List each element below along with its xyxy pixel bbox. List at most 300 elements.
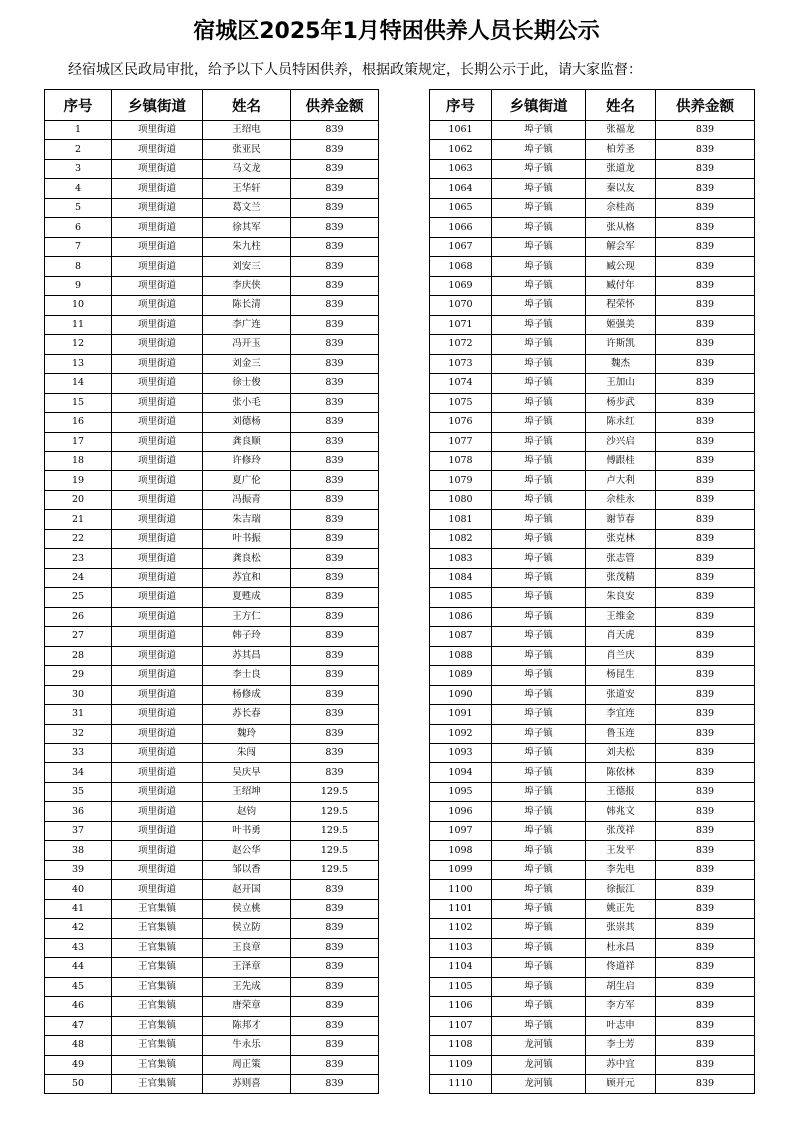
cell-township: 埠子镇 (492, 218, 586, 237)
cell-amount: 839 (656, 724, 755, 743)
cell-township: 项里街道 (112, 588, 203, 607)
table-row (45, 549, 379, 568)
table-row (45, 919, 379, 938)
cell-amount: 839 (656, 821, 755, 840)
cell-serial: 19 (45, 471, 112, 490)
cell-amount: 129.5 (291, 860, 379, 879)
cell-name: 李先电 (586, 860, 656, 879)
table-row (430, 938, 755, 957)
cell-serial: 1075 (430, 393, 492, 412)
cell-amount: 839 (291, 374, 379, 393)
cell-name: 朱吉瑞 (203, 510, 291, 529)
cell-name: 魏杰 (586, 354, 656, 373)
cell-name: 顾开元 (586, 1074, 656, 1093)
cell-serial: 43 (45, 938, 112, 957)
cell-name: 牛永乐 (203, 1036, 291, 1055)
cell-name: 张崇其 (586, 919, 656, 938)
cell-township: 埠子镇 (492, 568, 586, 587)
cell-serial: 15 (45, 393, 112, 412)
cell-name: 张志管 (586, 549, 656, 568)
cell-name: 李广连 (203, 315, 291, 334)
cell-name: 沙兴启 (586, 432, 656, 451)
cell-township: 项里街道 (112, 335, 203, 354)
cell-township: 王官集镇 (112, 1074, 203, 1093)
cell-amount: 839 (291, 257, 379, 276)
cell-serial: 1087 (430, 627, 492, 646)
table-row (430, 685, 755, 704)
cell-serial: 1068 (430, 257, 492, 276)
cell-serial: 27 (45, 627, 112, 646)
cell-serial: 1096 (430, 802, 492, 821)
cell-amount: 839 (656, 413, 755, 432)
table-row (45, 997, 379, 1016)
cell-township: 王官集镇 (112, 1016, 203, 1035)
cell-township: 王官集镇 (112, 977, 203, 996)
cell-township: 埠子镇 (492, 1016, 586, 1035)
cell-name: 张道龙 (586, 159, 656, 178)
left-table-body (45, 121, 379, 1094)
cell-township: 埠子镇 (492, 510, 586, 529)
table-row (430, 958, 755, 977)
cell-name: 解会军 (586, 237, 656, 256)
cell-serial: 1061 (430, 121, 492, 140)
table-row (430, 899, 755, 918)
cell-name: 张茂精 (586, 568, 656, 587)
cell-township: 埠子镇 (492, 354, 586, 373)
cell-amount: 839 (291, 938, 379, 957)
cell-serial: 10 (45, 296, 112, 315)
cell-serial: 1106 (430, 997, 492, 1016)
table-row (45, 529, 379, 548)
cell-amount: 839 (291, 490, 379, 509)
cell-amount: 839 (291, 666, 379, 685)
cell-amount: 839 (291, 276, 379, 295)
table-row (430, 705, 755, 724)
cell-serial: 37 (45, 821, 112, 840)
cell-serial: 46 (45, 997, 112, 1016)
header-serial: 序号 (45, 90, 112, 121)
cell-serial: 1079 (430, 471, 492, 490)
cell-serial: 6 (45, 218, 112, 237)
cell-serial: 34 (45, 763, 112, 782)
table-row (430, 451, 755, 470)
left-table (44, 89, 379, 1094)
document-title: 宿城区2025年1月特困供养人员长期公示 (193, 19, 600, 44)
cell-serial: 1067 (430, 237, 492, 256)
cell-serial: 1108 (430, 1036, 492, 1055)
cell-serial: 1100 (430, 880, 492, 899)
cell-amount: 839 (656, 315, 755, 334)
cell-amount: 839 (656, 627, 755, 646)
cell-serial: 1074 (430, 374, 492, 393)
table-row (430, 919, 755, 938)
cell-serial: 47 (45, 1016, 112, 1035)
cell-amount: 839 (656, 997, 755, 1016)
cell-township: 王官集镇 (112, 1036, 203, 1055)
cell-amount: 839 (656, 257, 755, 276)
cell-serial: 1072 (430, 335, 492, 354)
cell-township: 项里街道 (112, 821, 203, 840)
cell-township: 项里街道 (112, 860, 203, 879)
cell-amount: 839 (291, 315, 379, 334)
cell-name: 张小毛 (203, 393, 291, 412)
cell-township: 埠子镇 (492, 198, 586, 217)
cell-name: 朱良安 (586, 588, 656, 607)
cell-amount: 839 (656, 354, 755, 373)
cell-serial: 26 (45, 607, 112, 626)
cell-serial: 5 (45, 198, 112, 217)
cell-township: 王官集镇 (112, 997, 203, 1016)
cell-amount: 839 (291, 724, 379, 743)
cell-name: 杨昆生 (586, 666, 656, 685)
cell-serial: 21 (45, 510, 112, 529)
cell-serial: 1102 (430, 919, 492, 938)
table-row (430, 432, 755, 451)
cell-name: 王德报 (586, 782, 656, 801)
cell-amount: 839 (291, 744, 379, 763)
cell-serial: 1109 (430, 1055, 492, 1074)
table-row (45, 315, 379, 334)
table-row (45, 451, 379, 470)
cell-township: 埠子镇 (492, 374, 586, 393)
table-row (45, 607, 379, 626)
table-row (430, 510, 755, 529)
table-row (45, 763, 379, 782)
cell-township: 埠子镇 (492, 471, 586, 490)
cell-amount: 839 (291, 1074, 379, 1093)
table-row (45, 276, 379, 295)
cell-serial: 18 (45, 451, 112, 470)
cell-amount: 839 (291, 568, 379, 587)
cell-serial: 49 (45, 1055, 112, 1074)
cell-amount: 839 (656, 860, 755, 879)
cell-township: 埠子镇 (492, 237, 586, 256)
announcement-text: 经宿城区民政局审批，给予以下人员特困供养，根据政策规定，长期公示于此，请大家监督： (68, 62, 642, 78)
cell-name: 臧公现 (586, 257, 656, 276)
cell-name: 韩子玲 (203, 627, 291, 646)
cell-township: 项里街道 (112, 179, 203, 198)
cell-serial: 29 (45, 666, 112, 685)
cell-amount: 129.5 (291, 782, 379, 801)
cell-amount: 839 (656, 121, 755, 140)
cell-serial: 1080 (430, 490, 492, 509)
cell-serial: 7 (45, 237, 112, 256)
cell-amount: 839 (656, 432, 755, 451)
header-name: 姓名 (203, 90, 291, 121)
cell-name: 韩兆文 (586, 802, 656, 821)
cell-amount: 839 (656, 919, 755, 938)
cell-amount: 839 (291, 198, 379, 217)
cell-township: 项里街道 (112, 354, 203, 373)
table-row (430, 529, 755, 548)
cell-name: 李方军 (586, 997, 656, 1016)
cell-township: 埠子镇 (492, 705, 586, 724)
cell-township: 埠子镇 (492, 627, 586, 646)
cell-township: 项里街道 (112, 705, 203, 724)
cell-name: 王绍电 (203, 121, 291, 140)
cell-amount: 839 (291, 296, 379, 315)
cell-amount: 839 (656, 218, 755, 237)
cell-name: 肖兰庆 (586, 646, 656, 665)
cell-name: 冯振青 (203, 490, 291, 509)
cell-name: 李士良 (203, 666, 291, 685)
cell-township: 项里街道 (112, 276, 203, 295)
cell-amount: 839 (656, 393, 755, 412)
cell-serial: 1086 (430, 607, 492, 626)
table-row (430, 666, 755, 685)
table-row (45, 646, 379, 665)
cell-township: 项里街道 (112, 374, 203, 393)
cell-township: 项里街道 (112, 744, 203, 763)
cell-amount: 839 (291, 237, 379, 256)
cell-name: 姬强美 (586, 315, 656, 334)
table-row (430, 802, 755, 821)
cell-serial: 35 (45, 782, 112, 801)
cell-township: 项里街道 (112, 529, 203, 548)
cell-serial: 1084 (430, 568, 492, 587)
cell-amount: 839 (656, 237, 755, 256)
cell-amount: 839 (291, 1036, 379, 1055)
cell-name: 夏甦成 (203, 588, 291, 607)
cell-amount: 839 (291, 958, 379, 977)
table-row (430, 1074, 755, 1093)
cell-serial: 38 (45, 841, 112, 860)
cell-name: 刘安三 (203, 257, 291, 276)
header-serial: 序号 (430, 90, 492, 121)
table-row (430, 724, 755, 743)
table-row (45, 296, 379, 315)
table-row (45, 159, 379, 178)
cell-serial: 44 (45, 958, 112, 977)
cell-amount: 839 (291, 627, 379, 646)
cell-name: 龚良顺 (203, 432, 291, 451)
cell-amount: 839 (291, 646, 379, 665)
cell-amount: 839 (656, 549, 755, 568)
table-row (430, 237, 755, 256)
header-name: 姓名 (586, 90, 656, 121)
table-row (45, 374, 379, 393)
table-row (430, 646, 755, 665)
cell-name: 苏宜和 (203, 568, 291, 587)
cell-township: 埠子镇 (492, 919, 586, 938)
table-row (45, 179, 379, 198)
cell-serial: 17 (45, 432, 112, 451)
cell-serial: 1094 (430, 763, 492, 782)
cell-amount: 839 (291, 899, 379, 918)
cell-amount: 839 (291, 354, 379, 373)
cell-amount: 839 (291, 121, 379, 140)
cell-name: 吴庆早 (203, 763, 291, 782)
cell-township: 项里街道 (112, 666, 203, 685)
cell-name: 杨修成 (203, 685, 291, 704)
cell-name: 刘金三 (203, 354, 291, 373)
cell-township: 埠子镇 (492, 257, 586, 276)
cell-amount: 839 (291, 529, 379, 548)
cell-amount: 839 (291, 159, 379, 178)
cell-amount: 129.5 (291, 821, 379, 840)
cell-township: 项里街道 (112, 140, 203, 159)
cell-serial: 1071 (430, 315, 492, 334)
cell-amount: 839 (291, 510, 379, 529)
cell-serial: 12 (45, 335, 112, 354)
cell-name: 陈依林 (586, 763, 656, 782)
cell-serial: 1062 (430, 140, 492, 159)
cell-township: 埠子镇 (492, 685, 586, 704)
cell-serial: 41 (45, 899, 112, 918)
cell-township: 埠子镇 (492, 997, 586, 1016)
cell-name: 肖天虎 (586, 627, 656, 646)
cell-amount: 839 (656, 1074, 755, 1093)
table-row (430, 782, 755, 801)
table-row (45, 977, 379, 996)
cell-amount: 839 (656, 510, 755, 529)
cell-amount: 839 (291, 763, 379, 782)
cell-name: 叶书勇 (203, 821, 291, 840)
cell-township: 王官集镇 (112, 899, 203, 918)
table-row (430, 744, 755, 763)
cell-amount: 839 (656, 296, 755, 315)
table-row (430, 977, 755, 996)
cell-name: 魏玲 (203, 724, 291, 743)
cell-name: 邹以香 (203, 860, 291, 879)
cell-township: 王官集镇 (112, 1055, 203, 1074)
cell-name: 刘德杨 (203, 413, 291, 432)
cell-township: 项里街道 (112, 510, 203, 529)
cell-serial: 8 (45, 257, 112, 276)
table-row (45, 782, 379, 801)
table-header-row (45, 90, 379, 121)
cell-amount: 839 (291, 977, 379, 996)
cell-name: 朱闯 (203, 744, 291, 763)
table-row (430, 315, 755, 334)
cell-name: 刘夫松 (586, 744, 656, 763)
cell-township: 项里街道 (112, 257, 203, 276)
table-row (45, 627, 379, 646)
cell-amount: 839 (291, 432, 379, 451)
cell-amount: 839 (656, 685, 755, 704)
cell-township: 项里街道 (112, 471, 203, 490)
cell-township: 项里街道 (112, 782, 203, 801)
cell-serial: 1092 (430, 724, 492, 743)
cell-name: 赵开国 (203, 880, 291, 899)
cell-name: 许修玲 (203, 451, 291, 470)
cell-name: 王方仁 (203, 607, 291, 626)
cell-township: 埠子镇 (492, 782, 586, 801)
table-row (45, 938, 379, 957)
cell-township: 龙河镇 (492, 1036, 586, 1055)
cell-amount: 839 (656, 1055, 755, 1074)
cell-amount: 839 (291, 335, 379, 354)
cell-serial: 4 (45, 179, 112, 198)
table-row (430, 1055, 755, 1074)
cell-township: 埠子镇 (492, 899, 586, 918)
table-row (430, 549, 755, 568)
cell-name: 姚正先 (586, 899, 656, 918)
right-table-body (430, 121, 755, 1094)
cell-serial: 1095 (430, 782, 492, 801)
cell-serial: 9 (45, 276, 112, 295)
cell-serial: 1063 (430, 159, 492, 178)
table-row (45, 724, 379, 743)
cell-township: 王官集镇 (112, 919, 203, 938)
table-row (45, 198, 379, 217)
cell-amount: 839 (656, 490, 755, 509)
cell-serial: 1064 (430, 179, 492, 198)
cell-name: 王加山 (586, 374, 656, 393)
table-row (430, 121, 755, 140)
cell-amount: 839 (656, 782, 755, 801)
table-row (430, 568, 755, 587)
table-row (430, 627, 755, 646)
cell-name: 李士芳 (586, 1036, 656, 1055)
cell-name: 柏芳圣 (586, 140, 656, 159)
cell-township: 王官集镇 (112, 938, 203, 957)
cell-serial: 1097 (430, 821, 492, 840)
cell-township: 埠子镇 (492, 121, 586, 140)
cell-amount: 839 (656, 140, 755, 159)
cell-amount: 839 (291, 1016, 379, 1035)
table-row (430, 997, 755, 1016)
cell-serial: 22 (45, 529, 112, 548)
table-row (430, 1036, 755, 1055)
cell-serial: 1093 (430, 744, 492, 763)
cell-township: 埠子镇 (492, 296, 586, 315)
cell-township: 埠子镇 (492, 958, 586, 977)
cell-name: 王发平 (586, 841, 656, 860)
table-row (430, 374, 755, 393)
header-township: 乡镇街道 (492, 90, 586, 121)
table-row (430, 490, 755, 509)
header-township: 乡镇街道 (112, 90, 203, 121)
cell-serial: 1069 (430, 276, 492, 295)
cell-township: 项里街道 (112, 549, 203, 568)
cell-name: 张福龙 (586, 121, 656, 140)
table-row (430, 841, 755, 860)
cell-township: 埠子镇 (492, 432, 586, 451)
cell-township: 王官集镇 (112, 958, 203, 977)
table-row (45, 1036, 379, 1055)
cell-serial: 1099 (430, 860, 492, 879)
cell-serial: 1065 (430, 198, 492, 217)
cell-serial: 1107 (430, 1016, 492, 1035)
cell-amount: 839 (291, 451, 379, 470)
cell-name: 李庆侠 (203, 276, 291, 295)
cell-serial: 20 (45, 490, 112, 509)
cell-serial: 13 (45, 354, 112, 373)
cell-amount: 839 (656, 646, 755, 665)
table-row (430, 821, 755, 840)
cell-name: 陈邦才 (203, 1016, 291, 1035)
table-row (430, 471, 755, 490)
cell-amount: 839 (656, 1036, 755, 1055)
cell-township: 项里街道 (112, 296, 203, 315)
cell-name: 龚良松 (203, 549, 291, 568)
cell-township: 项里街道 (112, 568, 203, 587)
cell-amount: 839 (656, 198, 755, 217)
cell-serial: 1082 (430, 529, 492, 548)
table-row (45, 121, 379, 140)
cell-serial: 1104 (430, 958, 492, 977)
table-row (45, 413, 379, 432)
table-row (430, 257, 755, 276)
cell-name: 程荣怀 (586, 296, 656, 315)
table-row (45, 802, 379, 821)
cell-township: 项里街道 (112, 802, 203, 821)
cell-name: 杜永昌 (586, 938, 656, 957)
cell-township: 埠子镇 (492, 744, 586, 763)
table-row (45, 218, 379, 237)
cell-amount: 839 (291, 705, 379, 724)
